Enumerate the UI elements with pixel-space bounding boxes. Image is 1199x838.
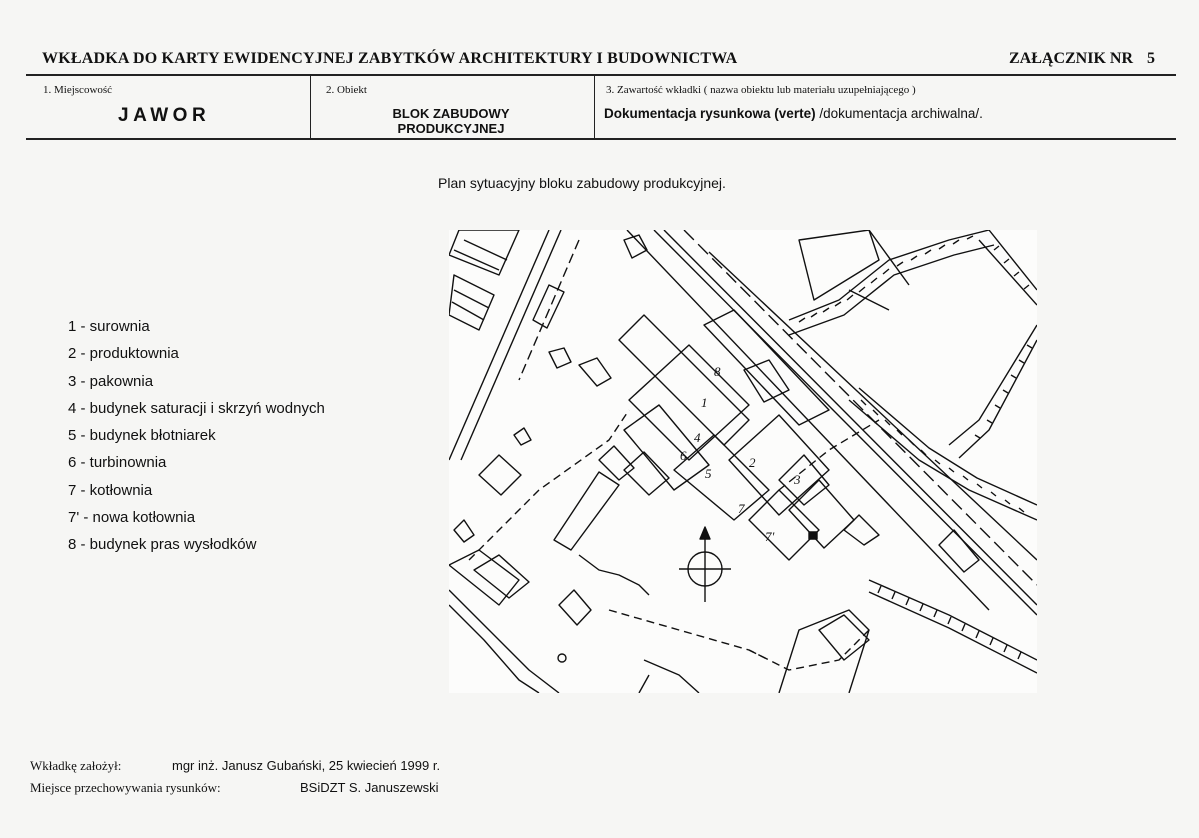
building-number-labels: [680, 364, 801, 544]
legend-item: 7' - nowa kotłownia: [68, 509, 196, 527]
building-number-label: 3: [794, 472, 801, 487]
legend-item: 6 - turbinownia: [68, 454, 167, 472]
annex-number: 5: [1147, 50, 1155, 67]
plan-caption: Plan sytuacyjny bloku zabudowy produkcyjnej.: [438, 175, 726, 191]
object-label: 2. Obiekt: [326, 84, 367, 96]
legend-item: 5 - budynek błotniarek: [68, 427, 216, 445]
annex-label: ZAŁĄCZNIK NR: [1008, 50, 1133, 67]
building-number-label: 6: [680, 448, 687, 463]
object-value: [326, 106, 576, 136]
building-number-label: 4: [694, 430, 701, 445]
object-value-line1: BLOK ZABUDOWY: [392, 106, 510, 121]
content-label: 3. Zawartość wkładki ( nazwa obiektu lub materiału uzupełniającego ): [606, 84, 916, 96]
legend-item: 3 - pakownia: [68, 372, 154, 390]
legend-item: 7 - kotłownia: [68, 481, 153, 499]
content-value-bold: Dokumentacja rysunkowa (verte): [604, 106, 816, 121]
object-value-line2: PRODUKCYJNEJ: [397, 121, 505, 136]
street-left: [449, 230, 579, 460]
building-number-label: 7: [738, 501, 745, 516]
legend-item: 4 - budynek saturacji i skrzyń wodnych: [68, 399, 325, 417]
building-number-label: 8: [714, 364, 721, 379]
storage-value: BSiDZT S. Januszewski: [300, 780, 439, 795]
legend-item: 1 - surownia: [68, 318, 150, 335]
building-legend: [68, 313, 325, 559]
storage-label: Miejsce przechowywania rysunków:: [30, 780, 221, 795]
building-number-label: 1: [701, 395, 708, 410]
bottom-right-terrace: [779, 580, 1037, 693]
production-complex: [599, 310, 854, 560]
content-value-rest: /dokumentacja archiwalna/.: [815, 106, 983, 121]
cell-divider-1: [310, 76, 311, 138]
building-number-label: 5: [705, 466, 712, 481]
content-value: [604, 106, 983, 121]
header-rule-top: [26, 74, 1176, 76]
legend-item: 2 - produktownia: [68, 345, 179, 363]
locality-label: 1. Miejscowość: [43, 84, 113, 96]
form-title: WKŁADKA DO KARTY EWIDENCYJNEJ ZABYTKÓW ARCHITEKTURY I BUDOWNICTWA: [42, 50, 738, 67]
legend-item: 8 - budynek pras wysłodków: [68, 536, 257, 554]
header-rule-bottom: [26, 138, 1176, 140]
site-plan-svg: [449, 230, 1037, 693]
residential-terraces: [789, 230, 1037, 520]
cell-divider-2: [594, 76, 595, 138]
author-value: mgr inż. Janusz Gubański, 25 kwiecień 1999 r.: [172, 758, 441, 773]
building-number-label: 2: [749, 455, 756, 470]
author-label: Wkładkę założył:: [30, 758, 122, 773]
annex-label-group: [995, 50, 1155, 68]
map-symbols: [558, 532, 817, 662]
north-arrow-icon: [679, 527, 731, 602]
locality-value: JAWOR: [118, 105, 211, 126]
scattered-buildings: [479, 235, 979, 625]
building-number-label: 7': [765, 529, 775, 544]
site-plan-drawing: [449, 230, 1037, 693]
